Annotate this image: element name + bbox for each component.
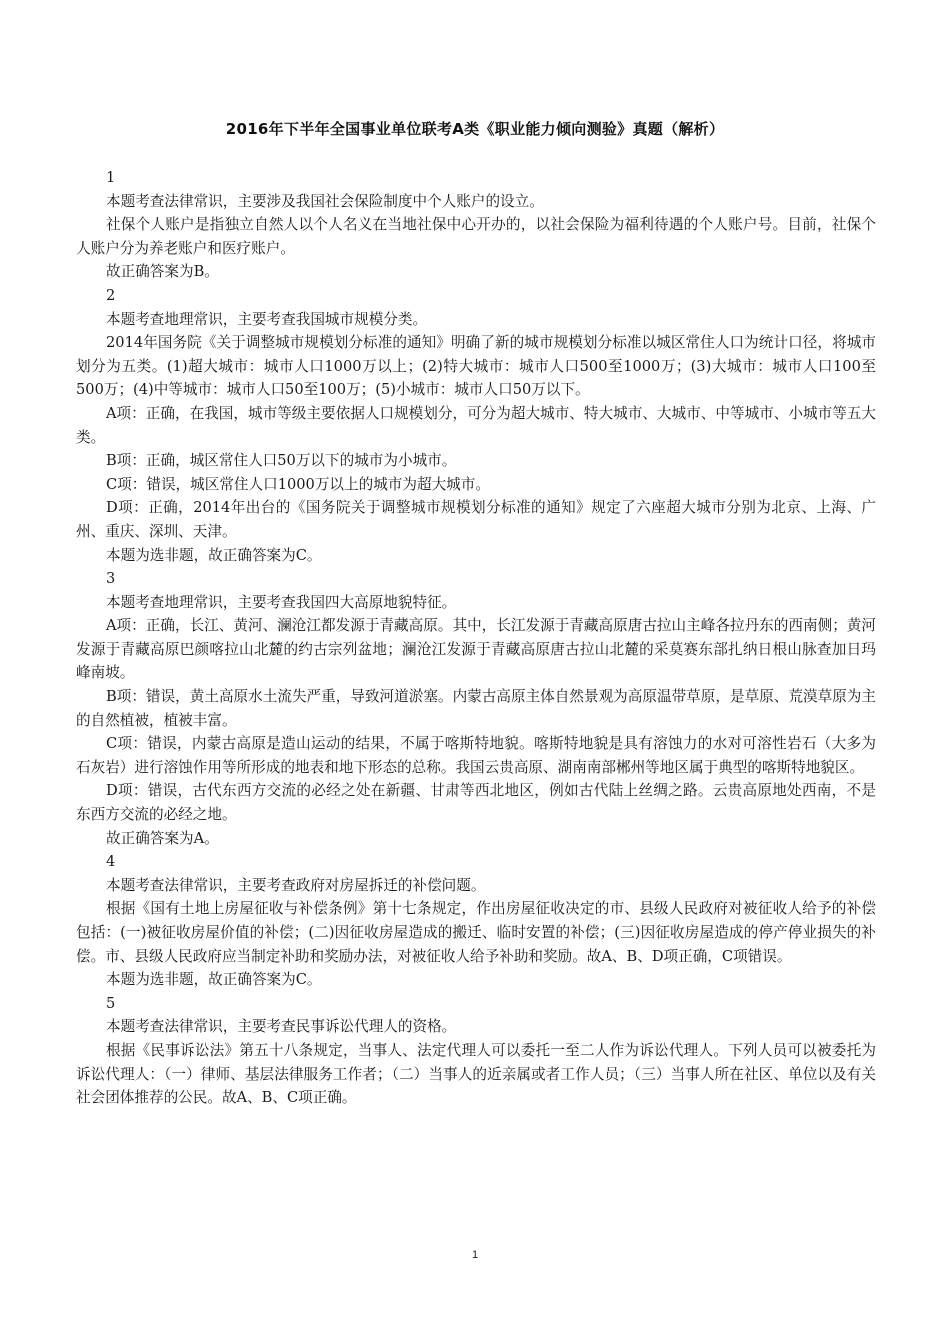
- paragraph: A项：正确，长江、黄河、澜沧江都发源于青藏高原。其中，长江发源于青藏高原唐古拉山主峰各拉丹东的西南侧；黄河发源于青藏高原巴颜喀拉山北麓的约古宗列盆地；澜沧江发源于青藏高原唐古拉山北麓的采莫赛东部扎纳日根山脉查加日玛峰南坡。: [76, 617, 876, 682]
- paragraph: D项：错误，古代东西方交流的必经之处在新疆、甘肃等西北地区，例如古代陆上丝绸之路。云贵高原地处西南，不是东西方交流的必经之地。: [76, 782, 876, 824]
- paragraph: C项：错误，内蒙古高原是造山运动的结果，不属于喀斯特地貌。喀斯特地貌是具有溶蚀力的水对可溶性岩石（大多为石灰岩）进行溶蚀作用等所形成的地表和地下形态的总称。我国云贵高原、湖南南部郴州等地区属于典型的喀斯特地貌区。: [76, 735, 876, 776]
- paragraph: 本题考查法律常识，主要涉及我国社会保险制度中个人账户的设立。: [106, 192, 544, 210]
- paragraph: B项：正确，城区常住人口50万以下的城市为小城市。: [106, 452, 457, 470]
- paragraph: A项：正确，在我国，城市等级主要依据人口规模划分，可分为超大城市、特大城市、大城市、中等城市、小城市等五大类。: [76, 404, 876, 446]
- answer-line: 本题为选非题，故正确答案为C。: [106, 546, 322, 564]
- question-number: 4: [106, 853, 116, 871]
- answer-line: 本题为选非题，故正确答案为C。: [106, 971, 322, 989]
- answer-line: 故正确答案为B。: [106, 263, 219, 281]
- paragraph: 本题考查法律常识，主要考查政府对房屋拆迁的补偿问题。: [106, 876, 486, 894]
- paragraph: 根据《国有土地上房屋征收与补偿条例》第十七条规定，作出房屋征收决定的市、县级人民政府对被征收人给予的补偿包括：(一)被征收房屋价值的补偿；(二)因征收房屋造成的搬迁、临时安置的补偿；(三)因征收房屋造成的停产停业损失的补偿。市、县级人民政府应当制定补助和奖励办法，对被征收人给予补助和奖励。故A、B、D项正确，C项错误。: [76, 900, 876, 965]
- document-title: 2016年下半年全国事业单位联考A类《职业能力倾向测验》真题（解析）: [225, 120, 725, 138]
- question-number: 1: [106, 169, 116, 186]
- page-number: 1: [471, 1249, 479, 1261]
- answer-line: 故正确答案为A。: [106, 829, 219, 847]
- paragraph: C项：错误，城区常住人口1000万以上的城市为超大城市。: [106, 475, 490, 493]
- paragraph: 2014年国务院《关于调整城市规模划分标准的通知》明确了新的城市规模划分标准以城区常住人口为统计口径，将城市划分为五类。(1)超大城市：城市人口1000万以上；(2)特大城市：城市人口500至1000万；(3)大城市：城市人口100至500万；(4)中等城市：城市人口50至100万；(5)小城市：城市人口50万以下。: [76, 334, 876, 399]
- paragraph: 本题考查法律常识，主要考查民事诉讼代理人的资格。: [106, 1018, 457, 1036]
- paragraph: 根据《民事诉讼法》第五十八条规定，当事人、法定代理人可以委托一至二人作为诉讼代理人。下列人员可以被委托为诉讼代理人：（一）律师、基层法律服务工作者；（二）当事人的近亲属或者工作人员；（三）当事人所在社区、单位以及有关社会团体推荐的公民。故A、B、C项正确。: [76, 1041, 876, 1107]
- paragraph: 本题考查地理常识，主要考查我国城市规模分类。: [106, 310, 428, 328]
- paragraph: D项：正确，2014年出台的《国务院关于调整城市规模划分标准的通知》规定了六座超大城市分别为北京、上海、广州、重庆、深圳、天津。: [76, 499, 876, 540]
- document-body: [76, 166, 876, 1110]
- question-number: 5: [106, 994, 116, 1012]
- paragraph: 本题考查地理常识，主要考查我国四大高原地貌特征。: [106, 593, 457, 611]
- paragraph: 社保个人账户是指独立自然人以个人名义在当地社保中心开办的，以社会保险为福利待遇的个人账户号。目前，社保个人账户分为养老账户和医疗账户。: [76, 216, 876, 257]
- question-number: 3: [106, 570, 116, 588]
- paragraph: B项：错误，黄土高原水土流失严重，导致河道淤塞。内蒙古高原主体自然景观为高原温带草原，是草原、荒漠草原为主的自然植被，植被丰富。: [76, 688, 876, 729]
- question-number: 2: [106, 286, 116, 304]
